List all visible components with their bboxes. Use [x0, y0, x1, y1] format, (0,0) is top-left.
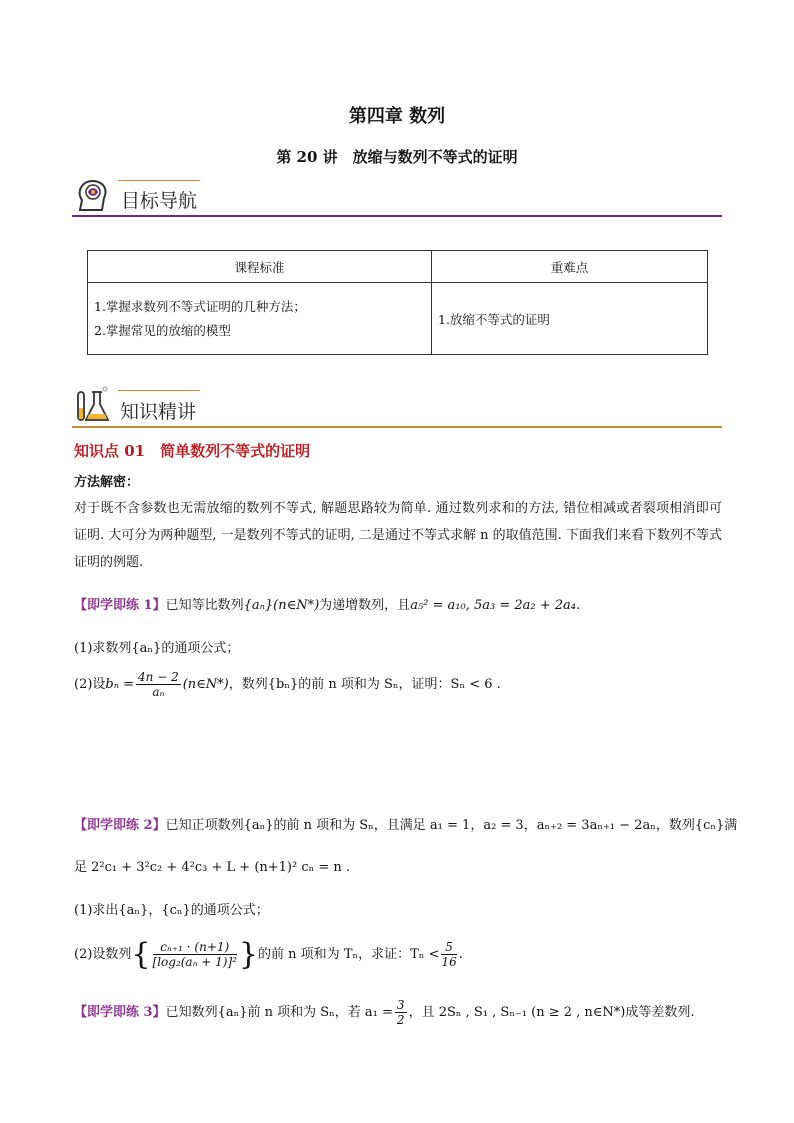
goal-title-overline — [118, 180, 200, 181]
example1-q2-cond: (n∈N*) — [182, 677, 229, 692]
example2-q2-bound-denominator: 16 — [441, 955, 457, 969]
flask-icon — [72, 384, 112, 426]
example2-stem-line2: 足 2²c₁ + 3²c₂ + 4²c₃ + L + (n+1)² cₙ = n . — [74, 860, 351, 875]
example1-stem — [74, 594, 580, 613]
example2-q2-mid: 的前 n 项和为 Tₙ，求证：Tₙ < — [258, 947, 440, 962]
example2-q2-fraction — [153, 940, 237, 969]
example2-line1: 已知正项数列{aₙ}的前 n 项和为 Sₙ，且满足 a₁ = 1，a₂ = 3，aₙ₊₂ = 3aₙ₊₁ − 2aₙ，数列{cₙ}满 — [165, 818, 738, 833]
knowledge-point-title: 知识点 01 简单数列不等式的证明 — [74, 442, 311, 460]
example1-q2-numerator: 4n − 2 — [138, 670, 179, 684]
section-goal-rule — [72, 215, 722, 217]
example1-q2-bn: bₙ = — [105, 677, 135, 692]
example3-fraction — [395, 998, 407, 1027]
standard-line-1: 1.掌握求数列不等式证明的几种方法； — [94, 298, 306, 314]
example1-question2 — [74, 670, 501, 699]
section-knowledge-rule — [72, 426, 722, 428]
table-cell-standard — [88, 283, 432, 355]
example2-q2-bound-numerator: 5 — [441, 940, 456, 955]
example3-tag: 【即学即练 3】 — [74, 1005, 166, 1020]
brain-icon — [72, 176, 112, 216]
table-header-standard: 课程标准 — [88, 251, 432, 283]
chapter-title: 第四章 数列 — [348, 106, 446, 127]
example1-end: . — [575, 598, 581, 613]
example3-numerator: 3 — [396, 998, 405, 1012]
example2-q2-bound — [441, 940, 456, 969]
example1-mid: 为递增数列，且 — [319, 598, 411, 613]
example2-q2-pre: (2)设数列 — [74, 947, 132, 962]
example1-q2-fraction — [136, 670, 181, 699]
right-brace: } — [238, 937, 259, 972]
example1-q2-denominator: aₙ — [152, 685, 165, 699]
example2-tag: 【即学即练 2】 — [74, 818, 166, 833]
standard-line-2: 2.掌握常见的放缩的模型 — [94, 322, 231, 338]
example1-q2-pre: (2)设 — [74, 677, 106, 692]
table-cell-key-points: 1.放缩不等式的证明 — [432, 283, 708, 355]
example2-q2-numerator: cₙ₊₁ · (n+1) — [153, 940, 237, 955]
example1-eq: a₅² = a₁₀, 5a₃ = 2a₂ + 2a₄ — [410, 598, 576, 613]
example2-stem-line1 — [74, 814, 737, 833]
knowledge-title-overline — [118, 390, 200, 391]
example2-question2 — [74, 937, 463, 972]
example2-question1: (1)求出{aₙ}，{cₙ}的通项公式； — [74, 903, 269, 918]
lecture-title: 第 20 讲 放缩与数列不等式的证明 — [276, 148, 518, 166]
example1-seq: {aₙ} — [243, 598, 274, 613]
example3-stem — [74, 998, 695, 1027]
example2-q2-end: . — [458, 947, 463, 962]
example1-intro: 已知等比数列 — [165, 598, 244, 613]
example1-cond: (n∈N*) — [273, 598, 320, 613]
method-paragraph: 对于既不含参数也无需放缩的数列不等式, 解题思路较为简单. 通过数列求和的方法, 错位相减或者裂项相消即可证明. 大可分为两种题型, 一是数列不等式的证明, 二是通过不等式求解 n 的取值范围. 下面我们来看下数列不等式证明的例题. — [74, 501, 722, 570]
method-label: 方法解密： — [74, 475, 140, 490]
example3-post: ，且 2Sₙ , S₁ , Sₙ₋₁ (n ≥ 2 , n∈N*)成等差数列. — [408, 1005, 695, 1020]
example1-q2-post: ，数列{bₙ}的前 n 项和为 Sₙ，证明：Sₙ < 6 . — [228, 677, 501, 692]
example3-denominator: 2 — [396, 1013, 405, 1027]
example2-q2-denominator: [log₂(aₙ + 1)]² — [152, 955, 237, 969]
section-knowledge-title: 知识精讲 — [120, 401, 197, 423]
example1-question1: (1)求数列{aₙ}的通项公式； — [74, 641, 240, 656]
section-goal-title: 目标导航 — [121, 190, 198, 212]
table-header-key-points: 重难点 — [432, 251, 708, 283]
left-brace: { — [131, 937, 151, 972]
example3-pre: 已知数列{aₙ}前 n 项和为 Sₙ，若 a₁ = — [165, 1005, 393, 1020]
goal-table — [87, 250, 708, 355]
example1-tag: 【即学即练 1】 — [74, 598, 166, 613]
